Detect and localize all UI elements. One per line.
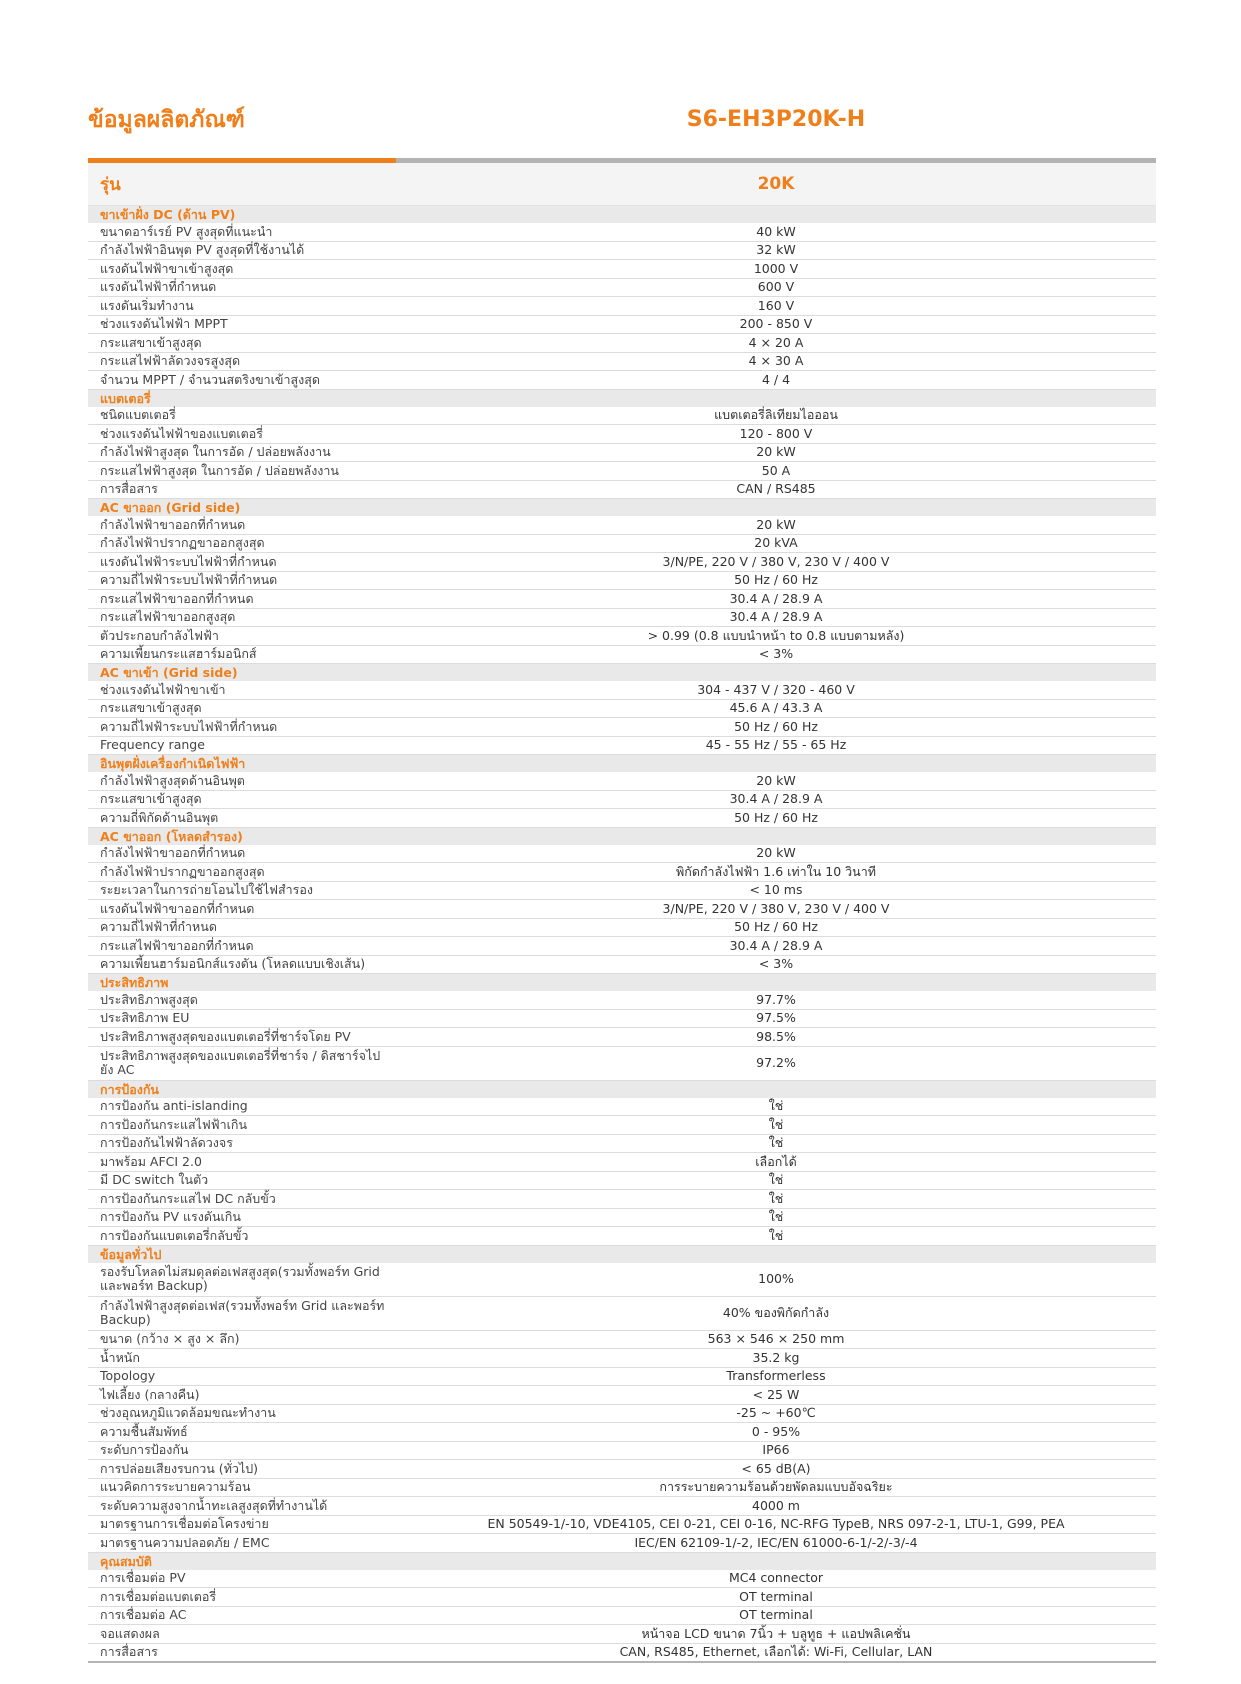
spec-row [88,1367,1156,1386]
spec-value: 20 kW [396,772,1156,790]
spec-label: การเชื่อมต่อ PV [88,1570,396,1588]
spec-row [88,425,1156,444]
spec-row [88,462,1156,481]
spec-row [88,534,1156,553]
category-row [88,389,1156,407]
category-row [88,1552,1156,1570]
spec-row [88,937,1156,956]
spec-value: 4 × 20 A [396,334,1156,353]
spec-label: จำนวน MPPT / จำนวนสตริงขาเข้าสูงสุด [88,371,396,390]
model-label: รุ่น [88,163,396,206]
spec-value: 304 - 437 V / 320 - 460 V [396,681,1156,699]
spec-row [88,590,1156,609]
spec-row [88,407,1156,425]
spec-label: กระแสไฟฟ้าขาออกที่กำหนด [88,590,396,609]
spec-label: กำลังไฟฟ้าขาออกที่กำหนด [88,516,396,534]
spec-value: ใช่ [396,1208,1156,1227]
spec-label: รองรับโหลดไม่สมดุลต่อเฟสสูงสุด(รวมทั้งพอร์ท Grid และพอร์ท Backup) [88,1263,396,1297]
spec-row [88,1404,1156,1423]
spec-value: 40 kW [396,223,1156,241]
spec-value: ใช่ [396,1134,1156,1153]
spec-row [88,1643,1156,1662]
spec-value: > 0.99 (0.8 แบบนำหน้า to 0.8 แบบตามหลัง) [396,627,1156,646]
category-row [88,1080,1156,1098]
spec-value: 3/N/PE, 220 V / 380 V, 230 V / 400 V [396,553,1156,572]
page-title: ข้อมูลผลิตภัณฑ์ [88,107,245,133]
spec-label: การเชื่อมต่อแบตเตอรี่ [88,1588,396,1607]
spec-value: ใช่ [396,1171,1156,1190]
spec-label: การสื่อสาร [88,1643,396,1662]
spec-value: 100% [396,1263,1156,1297]
spec-row [88,1460,1156,1479]
spec-row [88,863,1156,882]
spec-label: การเชื่อมต่อ AC [88,1606,396,1625]
spec-label: มาพร้อม AFCI 2.0 [88,1153,396,1172]
spec-row [88,790,1156,809]
spec-value: 97.2% [396,1046,1156,1080]
spec-row [88,955,1156,974]
spec-label: ขนาดอาร์เรย์ PV สูงสุดที่แนะนำ [88,223,396,241]
spec-label: กำลังไฟฟ้าขาออกที่กำหนด [88,845,396,863]
spec-label: Topology [88,1367,396,1386]
spec-value: 50 Hz / 60 Hz [396,809,1156,828]
spec-value: 160 V [396,297,1156,316]
spec-label: ประสิทธิภาพ EU [88,1009,396,1028]
category-row [88,1245,1156,1263]
spec-value: < 25 W [396,1386,1156,1405]
spec-value: 563 × 546 × 250 mm [396,1330,1156,1349]
spec-label: แรงดันไฟฟ้าระบบไฟฟ้าที่กำหนด [88,553,396,572]
spec-label: แรงดันเริ่มทำงาน [88,297,396,316]
spec-row [88,1478,1156,1497]
spec-row [88,315,1156,334]
spec-label: ประสิทธิภาพสูงสุดของแบตเตอรี่ที่ชาร์จ / ดิสชาร์จไปยัง AC [88,1046,396,1080]
category-label: อินพุตฝั่งเครื่องกำเนิดไฟฟ้า [88,755,1156,773]
spec-value: 4000 m [396,1497,1156,1516]
category-label: ประสิทธิภาพ [88,974,1156,992]
spec-label: การสื่อสาร [88,480,396,499]
spec-row [88,334,1156,353]
spec-value: 20 kW [396,443,1156,462]
spec-value: 120 - 800 V [396,425,1156,444]
category-label: ข้อมูลทั่วไป [88,1245,1156,1263]
spec-row [88,371,1156,390]
spec-row [88,718,1156,737]
spec-row [88,809,1156,828]
spec-row [88,681,1156,699]
spec-value: 200 - 850 V [396,315,1156,334]
spec-label: กระแสขาเข้าสูงสุด [88,699,396,718]
spec-value: 20 kW [396,516,1156,534]
spec-row [88,571,1156,590]
spec-row [88,1153,1156,1172]
spec-label: Frequency range [88,736,396,755]
spec-row [88,1171,1156,1190]
spec-row [88,297,1156,316]
spec-label: ช่วงอุณหภูมิแวดล้อมขณะทำงาน [88,1404,396,1423]
spec-label: ระดับความสูงจากน้ำทะเลสูงสุดที่ทำงานได้ [88,1497,396,1516]
spec-value: 50 Hz / 60 Hz [396,918,1156,937]
spec-label: ความถี่ไฟฟ้าระบบไฟฟ้าที่กำหนด [88,718,396,737]
spec-label: กระแสไฟฟ้าลัดวงจรสูงสุด [88,352,396,371]
spec-row [88,608,1156,627]
spec-label: น้ำหนัก [88,1349,396,1368]
spec-value: ใช่ [396,1098,1156,1116]
spec-label: การป้องกันกระแสไฟ DC กลับขั้ว [88,1190,396,1209]
spec-row [88,991,1156,1009]
spec-label: กระแสไฟฟ้าขาออกสูงสุด [88,608,396,627]
category-row [88,206,1156,224]
spec-label: จอแสดงผล [88,1625,396,1644]
spec-row [88,1116,1156,1135]
spec-label: การป้องกันไฟฟ้าลัดวงจร [88,1134,396,1153]
spec-value: 600 V [396,278,1156,297]
spec-row [88,1134,1156,1153]
spec-value: CAN, RS485, Ethernet, เลือกได้: Wi-Fi, Cellular, LAN [396,1643,1156,1662]
category-row [88,974,1156,992]
spec-label: กระแสไฟฟ้าสูงสุด ในการอัด / ปล่อยพลังงาน [88,462,396,481]
spec-label: ไฟเลี้ยง (กลางคืน) [88,1386,396,1405]
spec-value: 32 kW [396,241,1156,260]
spec-label: มาตรฐานความปลอดภัย / EMC [88,1534,396,1553]
spec-row [88,1028,1156,1047]
spec-value: 98.5% [396,1028,1156,1047]
spec-label: ช่วงแรงดันไฟฟ้าขาเข้า [88,681,396,699]
spec-value: IEC/EN 62109-1/-2, IEC/EN 61000-6-1/-2/-3/-4 [396,1534,1156,1553]
spec-value: 30.4 A / 28.9 A [396,790,1156,809]
spec-label: มี DC switch ในตัว [88,1171,396,1190]
spec-row [88,1606,1156,1625]
spec-value: -25 ~ +60℃ [396,1404,1156,1423]
spec-value: MC4 connector [396,1570,1156,1588]
spec-row [88,443,1156,462]
spec-row [88,1190,1156,1209]
spec-label: ตัวประกอบกำลังไฟฟ้า [88,627,396,646]
spec-row [88,736,1156,755]
spec-value: 4 / 4 [396,371,1156,390]
spec-label: ขนาด (กว้าง × สูง × ลึก) [88,1330,396,1349]
spec-row [88,772,1156,790]
spec-row [88,1570,1156,1588]
spec-value: การระบายความร้อนด้วยพัดลมแบบอัจฉริยะ [396,1478,1156,1497]
spec-label: การป้องกันแบตเตอรี่กลับขั้ว [88,1227,396,1246]
model-title: S6-EH3P20K-H [686,107,866,132]
spec-value: 30.4 A / 28.9 A [396,937,1156,956]
spec-value: < 3% [396,955,1156,974]
spec-value: ใช่ [396,1190,1156,1209]
spec-value: < 3% [396,645,1156,664]
spec-label: ช่วงแรงดันไฟฟ้าของแบตเตอรี่ [88,425,396,444]
spec-value: 50 A [396,462,1156,481]
spec-row [88,645,1156,664]
spec-row [88,1515,1156,1534]
spec-value: < 65 dB(A) [396,1460,1156,1479]
spec-label: ชนิดแบตเตอรี่ [88,407,396,425]
spec-label: การป้องกัน anti-islanding [88,1098,396,1116]
spec-value: 3/N/PE, 220 V / 380 V, 230 V / 400 V [396,900,1156,919]
spec-value: 20 kW [396,845,1156,863]
category-label: แบตเตอรี่ [88,389,1156,407]
spec-value: OT terminal [396,1606,1156,1625]
spec-label: ช่วงแรงดันไฟฟ้า MPPT [88,315,396,334]
spec-row [88,1441,1156,1460]
spec-value: 30.4 A / 28.9 A [396,590,1156,609]
spec-value: 1000 V [396,260,1156,279]
spec-value: 45 - 55 Hz / 55 - 65 Hz [396,736,1156,755]
category-row [88,827,1156,845]
spec-row [88,1009,1156,1028]
spec-row [88,627,1156,646]
spec-value: 40% ของพิกัดกำลัง [396,1296,1156,1330]
category-row [88,664,1156,682]
spec-label: กำลังไฟฟ้าสูงสุดด้านอินพุต [88,772,396,790]
spec-value: IP66 [396,1441,1156,1460]
spec-row [88,845,1156,863]
spec-label: กำลังไฟฟ้าสูงสุดต่อเฟส(รวมทั้งพอร์ท Grid และพอร์ท Backup) [88,1296,396,1330]
spec-value: 4 × 30 A [396,352,1156,371]
spec-label: แรงดันไฟฟ้าที่กำหนด [88,278,396,297]
spec-row [88,1386,1156,1405]
category-label: การป้องกัน [88,1080,1156,1098]
category-label: AC ขาออก (Grid side) [88,499,1156,517]
spec-label: การป้องกันกระแสไฟฟ้าเกิน [88,1116,396,1135]
spec-row [88,260,1156,279]
spec-label: ความเพี้ยนกระแสฮาร์มอนิกส์ [88,645,396,664]
spec-label: กำลังไฟฟ้าสูงสุด ในการอัด / ปล่อยพลังงาน [88,443,396,462]
spec-row [88,918,1156,937]
spec-row [88,1263,1156,1297]
spec-row [88,1296,1156,1330]
spec-value: 97.7% [396,991,1156,1009]
spec-row [88,223,1156,241]
spec-value: 0 - 95% [396,1423,1156,1442]
spec-row [88,1497,1156,1516]
spec-row [88,1625,1156,1644]
model-value: 20K [396,163,1156,206]
spec-label: ระยะเวลาในการถ่ายโอนไปใช้ไฟสำรอง [88,881,396,900]
spec-value: 20 kVA [396,534,1156,553]
spec-value: 50 Hz / 60 Hz [396,571,1156,590]
spec-row [88,278,1156,297]
category-label: AC ขาออก (โหลดสำรอง) [88,827,1156,845]
spec-value: < 10 ms [396,881,1156,900]
spec-row [88,553,1156,572]
spec-table [88,163,1156,1663]
spec-label: กระแสขาเข้าสูงสุด [88,334,396,353]
spec-row [88,352,1156,371]
spec-row [88,1227,1156,1246]
spec-label: แนวคิดการระบายความร้อน [88,1478,396,1497]
category-row [88,755,1156,773]
spec-label: กำลังไฟฟ้าอินพุต PV สูงสุดที่ใช้งานได้ [88,241,396,260]
spec-label: ประสิทธิภาพสูงสุด [88,991,396,1009]
spec-value: Transformerless [396,1367,1156,1386]
spec-label: กำลังไฟฟ้าปรากฏขาออกสูงสุด [88,534,396,553]
spec-row [88,900,1156,919]
spec-label: ความเพี้ยนฮาร์มอนิกส์แรงดัน (โหลดแบบเชิงเส้น) [88,955,396,974]
spec-value: CAN / RS485 [396,480,1156,499]
spec-row [88,1349,1156,1368]
spec-value: 30.4 A / 28.9 A [396,608,1156,627]
spec-value: EN 50549-1/-10, VDE4105, CEI 0-21, CEI 0-16, NC-RFG TypeB, NRS 097-2-1, LTU-1, G99, PEA [396,1515,1156,1534]
spec-value: OT terminal [396,1588,1156,1607]
table-header-row [88,163,1156,206]
category-label: AC ขาเข้า (Grid side) [88,664,1156,682]
spec-label: ความถี่พิกัดด้านอินพุต [88,809,396,828]
spec-row [88,241,1156,260]
spec-row [88,1208,1156,1227]
spec-value: ใช่ [396,1227,1156,1246]
spec-row [88,1423,1156,1442]
spec-label: ประสิทธิภาพสูงสุดของแบตเตอรี่ที่ชาร์จโดย PV [88,1028,396,1047]
spec-row [88,699,1156,718]
spec-value: 97.5% [396,1009,1156,1028]
spec-label: กระแสไฟฟ้าขาออกที่กำหนด [88,937,396,956]
spec-value: พิกัดกำลังไฟฟ้า 1.6 เท่าใน 10 วินาที [396,863,1156,882]
spec-label: การป้องกัน PV แรงดันเกิน [88,1208,396,1227]
category-label: คุณสมบัติ [88,1552,1156,1570]
spec-value: ใช่ [396,1116,1156,1135]
spec-row [88,1098,1156,1116]
spec-label: การปล่อยเสียงรบกวน (ทั่วไป) [88,1460,396,1479]
spec-label: แรงดันไฟฟ้าขาเข้าสูงสุด [88,260,396,279]
spec-row [88,1046,1156,1080]
spec-table-body [88,163,1156,1662]
spec-label: กำลังไฟฟ้าปรากฏขาออกสูงสุด [88,863,396,882]
spec-row [88,881,1156,900]
category-row [88,499,1156,517]
spec-value: 45.6 A / 43.3 A [396,699,1156,718]
spec-row [88,480,1156,499]
spec-label: แรงดันไฟฟ้าขาออกที่กำหนด [88,900,396,919]
spec-label: ระดับการป้องกัน [88,1441,396,1460]
spec-value: 50 Hz / 60 Hz [396,718,1156,737]
spec-row [88,1588,1156,1607]
spec-label: ความถี่ไฟฟ้าระบบไฟฟ้าที่กำหนด [88,571,396,590]
category-label: ขาเข้าฝั่ง DC (ด้าน PV) [88,206,1156,224]
spec-value: หน้าจอ LCD ขนาด 7นิ้ว + บลูทูธ + แอปพลิเคชั่น [396,1625,1156,1644]
spec-row [88,1330,1156,1349]
spec-value: แบตเตอรี่ลิเทียมไอออน [396,407,1156,425]
spec-row [88,516,1156,534]
spec-label: ความถี่ไฟฟ้าที่กำหนด [88,918,396,937]
spec-value: 35.2 kg [396,1349,1156,1368]
spec-label: กระแสขาเข้าสูงสุด [88,790,396,809]
spec-label: มาตรฐานการเชื่อมต่อโครงข่าย [88,1515,396,1534]
spec-value: เลือกได้ [396,1153,1156,1172]
spec-row [88,1534,1156,1553]
spec-label: ความชื้นสัมพัทธ์ [88,1423,396,1442]
